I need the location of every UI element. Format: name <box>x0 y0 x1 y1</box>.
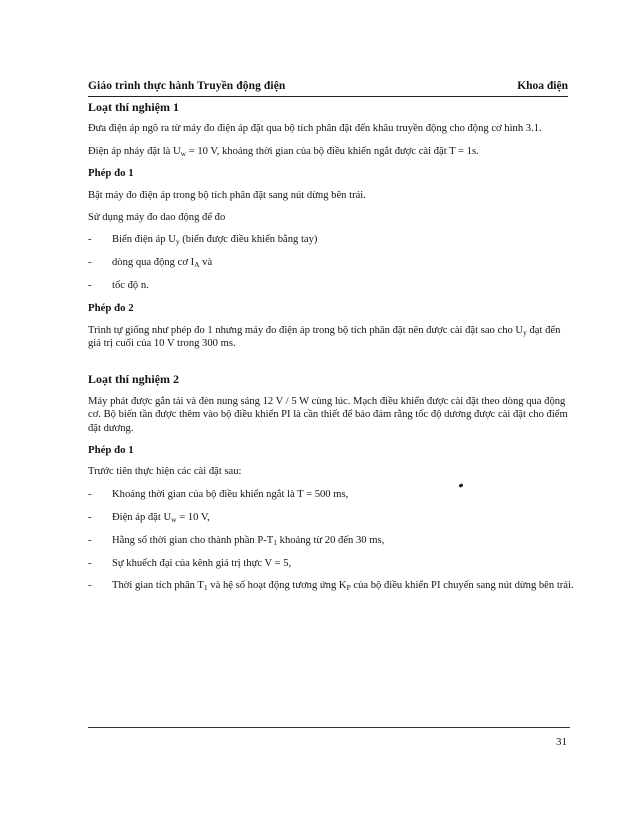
experiment-1-title: Loạt thí nghiệm 1 <box>88 100 180 114</box>
experiment-1-intro: Đưa điện áp ngõ ra từ máy đo điện áp đặt qua bộ tích phân đặt đến khâu truyền động cho động cơ hình 3.1. <box>88 123 542 135</box>
exp2-m1-instruction: Trước tiên thực hiện các cài đặt sau: <box>88 466 242 478</box>
list-item: - Hằng số thời gian cho thành phần $P-T_1$ khoảng từ 20 đến 30 ms, <box>88 534 385 547</box>
list-item: - Điện áp đặt $U_w = 10$ V, <box>88 511 210 524</box>
exp1-m1-list <box>88 233 574 292</box>
header-book-title: Giáo trình thực hành Truyền động điện <box>88 80 286 92</box>
running-header <box>88 80 568 97</box>
header-department: Khoa điện <box>517 80 568 92</box>
exp2-measurement-1-title: Phép đo 1 <box>88 444 134 456</box>
experiment-2-intro: Máy phát được gắn tải và đèn nung sáng 12 V / 5 W cùng lúc. Mạch điều khiển được cài đặt theo dòng qua động cơ. Bộ biến tần được thêm vào bộ điều khiển PI là cần thiết để bảo đảm rằng tốc độ dương được cài đặt cho điểm đặt dương. <box>88 395 568 434</box>
exp1-measurement-1-title: Phép đo 1 <box>88 167 134 180</box>
list-item: - Thời gian tích phân $T_1$ và hệ số hoạt động tương ứng $K_P$ của bộ điều khiển PI chuyển sang nút dừng bên trái. <box>88 580 574 593</box>
exp1-m1-instruction: Bật máy đo điện áp trong bộ tích phân đặt sang nút dừng bên trái. <box>88 189 366 201</box>
exp1-m2-text: Trình tự giống như phép đo 1 nhưng máy đo điện áp trong bộ tích phân đặt nên được cài đặt sao cho $U_y$ đạt đến giá trị cuối của 10 V trong 300 ms. <box>88 324 561 349</box>
exp1-m1-oscilloscope: Sử dụng máy đo dao động để đo <box>88 212 226 224</box>
list-item: - tốc độ n. <box>88 280 149 292</box>
exp1-measurement-2-title: Phép đo 2 <box>88 302 134 315</box>
list-item: - dòng qua động cơ $I_A$ và <box>88 257 213 270</box>
experiment-2-title: Loạt thí nghiệm 2 <box>88 372 180 387</box>
list-item: - Biến điện áp $U_y$ (biến được điều khiển bằng tay) <box>88 234 318 247</box>
footer-rule <box>88 727 570 728</box>
list-item: - Sự khuếch đại của kênh giá trị thực V = 5, <box>88 557 292 569</box>
page-number: 31 <box>556 736 567 748</box>
page-content <box>88 101 574 602</box>
list-item: - Khoảng thời gian của bộ điều khiển ngắt là T = 500 ms, <box>88 488 349 500</box>
exp2-m1-list <box>88 488 574 593</box>
experiment-1-setpoint: Điện áp nhảy đặt là $U_w = 10$ V, khoảng thời gian của bộ điều khiển ngắt được cài đặt T = 1s. <box>88 145 479 158</box>
